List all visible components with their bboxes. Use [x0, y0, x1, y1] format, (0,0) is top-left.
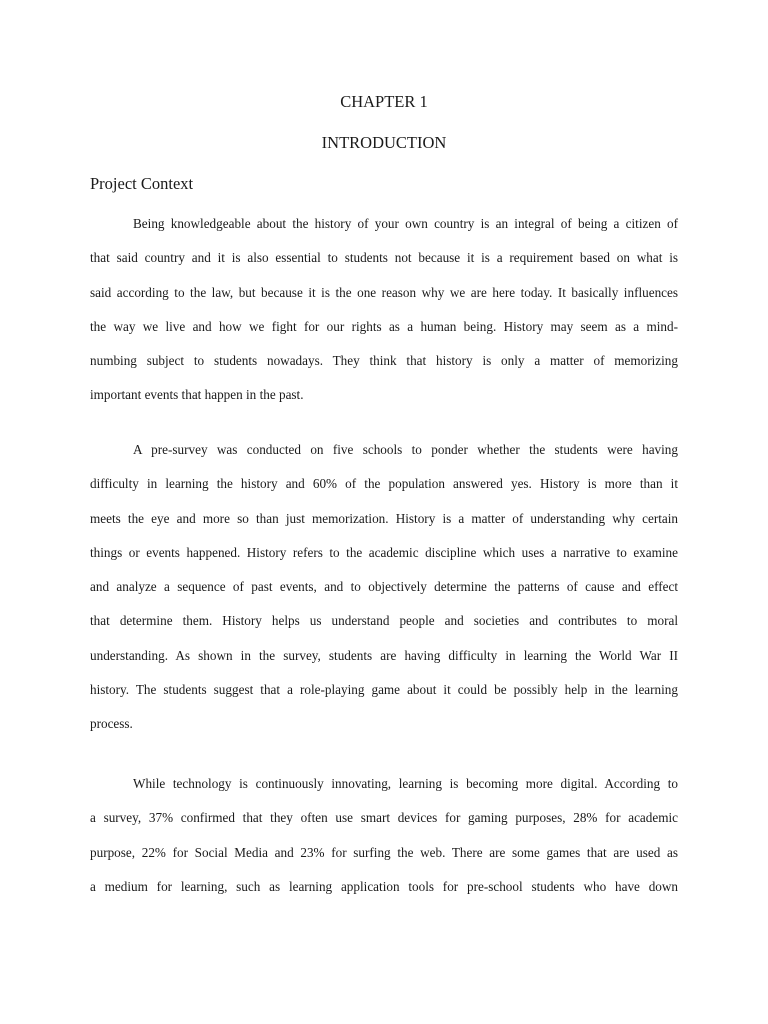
paragraph-line: purpose, 22% for Social Media and 23% for surfing the web. There are some games that are used as	[90, 844, 678, 860]
paragraph-line: important events that happen in the past.	[90, 387, 304, 403]
paragraph-line: meets the eye and more so than just memorization. History is a matter of understanding why certain	[90, 510, 678, 526]
paragraph-line: Being knowledgeable about the history of your own country is an integral of being a citizen of	[133, 216, 678, 231]
paragraph-line: While technology is continuously innovating, learning is becoming more digital. According to	[133, 776, 678, 791]
paragraph-line: numbing subject to students nowadays. They think that history is only a matter of memorizing	[90, 353, 678, 369]
paragraph-line: and analyze a sequence of past events, and to objectively determine the patterns of cause and effect	[90, 579, 678, 595]
paragraph-3	[90, 774, 678, 911]
paragraph-line: that determine them. History helps us understand people and societies and contributes to moral	[90, 613, 678, 629]
paragraph-1	[90, 214, 678, 420]
paragraph-line: the way we live and how we fight for our rights as a human being. History may seem as a mind-	[90, 318, 678, 334]
paragraph-2	[90, 440, 678, 749]
paragraph-line: said according to the law, but because it is the one reason why we are here today. It basically influences	[90, 284, 678, 300]
paragraph-line: difficulty in learning the history and 60% of the population answered yes. History is more than it	[90, 476, 678, 492]
paragraph-line: history. The students suggest that a role-playing game about it could be possibly help in the learning	[90, 682, 678, 698]
chapter-number: CHAPTER 1	[340, 92, 428, 111]
paragraph-line: a survey, 37% confirmed that they often use smart devices for gaming purposes, 28% for academic	[90, 810, 678, 826]
paragraph-line: process.	[90, 716, 133, 732]
section-heading: Project Context	[90, 174, 194, 193]
paragraph-line: that said country and it is also essential to students not because it is a requirement based on what is	[90, 250, 678, 266]
paragraph-line: A pre-survey was conducted on five schools to ponder whether the students were having	[133, 442, 678, 457]
paragraph-line: understanding. As shown in the survey, students are having difficulty in learning the World War II	[90, 647, 678, 663]
paragraph-line: a medium for learning, such as learning application tools for pre-school students who have down	[90, 878, 678, 894]
chapter-title: INTRODUCTION	[321, 133, 447, 152]
paragraph-line: things or events happened. History refers to the academic discipline which uses a narrative to examine	[90, 544, 678, 560]
